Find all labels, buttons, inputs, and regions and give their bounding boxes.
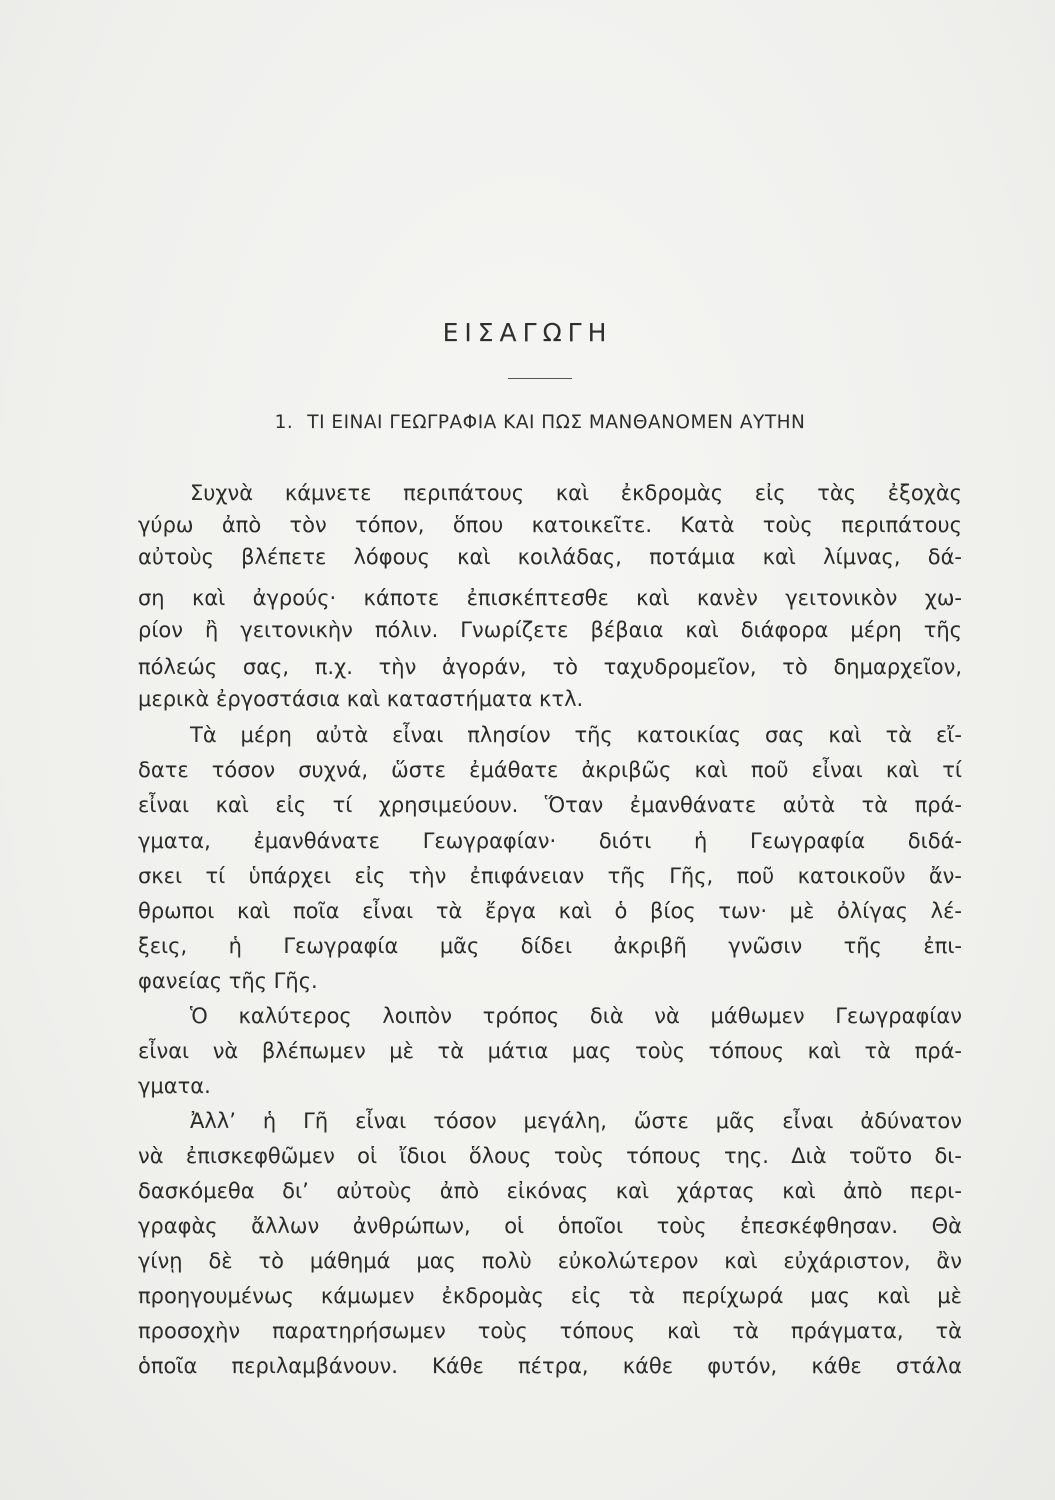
text-line: πόλεώς σας, π.χ. τὴν ἀγοράν, τὸ ταχυδρομεῖον, τὸ δημαρχεῖον, [138,655,962,679]
text-line: Συχνὰ κάμνετε περιπάτους καὶ ἐκδρομὰς εἰς τὰς ἐξοχὰς [190,481,962,505]
text-line: ὁποῖα περιλαμβάνουν. Κάθε πέτρα, κάθε φυτόν, κάθε στάλα [138,1354,962,1378]
text-line: προσοχὴν παρατηρήσωμεν τοὺς τόπους καὶ τὰ πράγματα, τὰ [138,1319,962,1343]
text-line: Ἀλλ’ ἡ Γῆ εἶναι τόσον μεγάλη, ὥστε μᾶς εἶναι ἀδύνατον [190,1109,962,1133]
text-line: φανείας τῆς Γῆς. [138,969,318,993]
section-heading [150,412,930,433]
chapter-title: ΕΙΣΑΓΩΓΗ [442,318,613,347]
text-line: νὰ ἐπισκεφθῶμεν οἱ ἴδιοι ὅλους τοὺς τόπους της. Διὰ τοῦτο δι- [138,1144,962,1168]
text-line: εἶναι καὶ εἰς τί χρησιμεύουν. Ὅταν ἐμανθάνατε αὐτὰ τὰ πρά- [138,793,962,817]
text-line: μερικὰ ἐργοστάσια καὶ καταστήματα κτλ. [138,687,584,711]
section-heading-text: ΤΙ ΕΙΝΑΙ ΓΕΩΓΡΑΦΙΑ ΚΑΙ ΠΩΣ ΜΑΝΘΑΝΟΜΕΝ ΑΥΤΗΝ [307,412,806,433]
section-number: 1. [274,412,294,433]
text-line: αὐτοὺς βλέπετε λόφους καὶ κοιλάδας, ποτάμια καὶ λίμνας, δά- [138,545,962,569]
text-line: θρωποι καὶ ποῖα εἶναι τὰ ἔργα καὶ ὁ βίος των· μὲ ὀλίγας λέ- [138,899,962,923]
text-line: γραφὰς ἄλλων ἀνθρώπων, οἱ ὁποῖοι τοὺς ἐπεσκέφθησαν. Θὰ [138,1214,962,1238]
text-line: γίνῃ δὲ τὸ μάθημά μας πολὺ εὐκολώτερον καὶ εὐχάριστον, ἂν [138,1249,962,1273]
text-line: ρίον ἢ γειτονικὴν πόλιν. Γνωρίζετε βέβαια καὶ διάφορα μέρη τῆς [138,618,962,642]
title-divider [508,378,572,379]
text-line: Τὰ μέρη αὐτὰ εἶναι πλησίον τῆς κατοικίας σας καὶ τὰ εἴ- [190,723,962,747]
text-line: προηγουμένως κάμωμεν ἐκδρομὰς εἰς τὰ περίχωρά μας καὶ μὲ [138,1284,962,1308]
text-line: ξεις, ἡ Γεωγραφία μᾶς δίδει ἀκριβῆ γνῶσιν τῆς ἐπι- [138,934,962,958]
text-line: σκει τί ὑπάρχει εἰς τὴν ἐπιφάνειαν τῆς Γῆς, ποῦ κατοικοῦν ἄν- [138,864,962,888]
text-line: ση καὶ ἀγρούς· κάποτε ἐπισκέπτεσθε καὶ κανὲν γειτονικὸν χω- [138,586,962,610]
text-line: εἶναι νὰ βλέπωμεν μὲ τὰ μάτια μας τοὺς τόπους καὶ τὰ πρά- [138,1039,962,1063]
text-line: γύρω ἀπὸ τὸν τόπον, ὅπου κατοικεῖτε. Κατὰ τοὺς περιπάτους [138,513,962,537]
text-line: γματα, ἐμανθάνατε Γεωγραφίαν· διότι ἡ Γεωγραφία διδά- [138,829,962,853]
text-line: γματα. [138,1074,211,1098]
text-line: Ὁ καλύτερος λοιπὸν τρόπος διὰ νὰ μάθωμεν Γεωγραφίαν [190,1004,962,1028]
text-line: δατε τόσον συχνά, ὥστε ἐμάθατε ἀκριβῶς καὶ ποῦ εἶναι καὶ τί [138,758,962,782]
text-line: δασκόμεθα δι’ αὐτοὺς ἀπὸ εἰκόνας καὶ χάρτας καὶ ἀπὸ περι- [138,1179,962,1203]
